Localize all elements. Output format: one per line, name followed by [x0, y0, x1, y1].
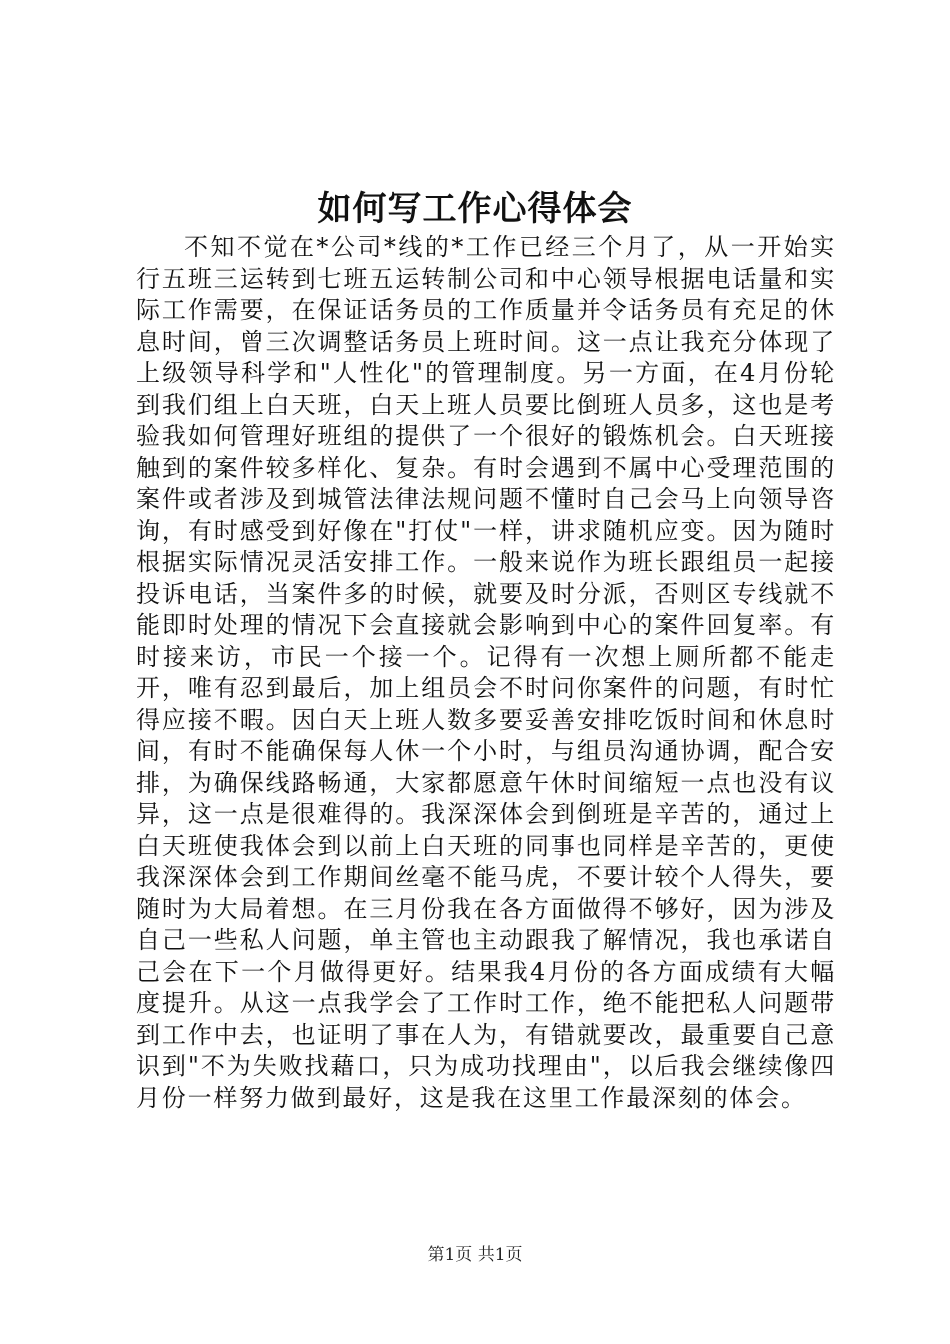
document-body-paragraph: 不知不觉在*公司*线的*工作已经三个月了，从一开始实行五班三运转到七班五运转制公司和中心领导根据电话量和实际工作需要，在保证话务员的工作质量并令话务员有充足的休息时间，曾三次调整话务员上班时间。这一点让我充分体现了上级领导科学和"人性化"的管理制度。另一方面，在4月份轮到我们组上白天班，白天上班人员要比倒班人员多，这也是考验我如何管理好班组的提供了一个很好的锻炼机会。白天班接触到的案件较多样化、复杂。有时会遇到不属中心受理范围的案件或者涉及到城管法律法规问题不懂时自己会马上向领导咨询，有时感受到好像在"打仗"一样，讲求随机应变。因为随时根据实际情况灵活安排工作。一般来说作为班长跟组员一起接投诉电话，当案件多的时候，就要及时分派，否则区专线就不能即时处理的情况下会直接就会影响到中心的案件回复率。有时接来访，市民一个接一个。记得有一次想上厕所都不能走开，唯有忍到最后，加上组员会不时问你案件的问题，有时忙得应接不暇。因白天上班人数多要妥善安排吃饭时间和休息时间，有时不能确保每人休一个小时，与组员沟通协调，配合安排，为确保线路畅通，大家都愿意午休时间缩短一点也没有议异，这一点是很难得的。我深深体会到倒班是辛苦的，通过上白天班使我体会到以前上白天班的同事也同样是辛苦的，更使我深深体会到工作期间丝毫不能马虎，不要计较个人得失，要随时为大局着想。在三月份我在各方面做得不够好，因为涉及自己一些私人问题，单主管也主动跟我了解情况，我也承诺自己会在下一个月做得更好。结果我4月份的各方面成绩有大幅度提升。从这一点我学会了工作时工作，绝不能把私人问题带到工作中去，也证明了事在人为，有错就要改，最重要自己意识到"不为失败找藉口，只为成功找理由"，以后我会继续像四月份一样努力做到最好，这是我在这里工作最深刻的体会。 [136, 233, 836, 1112]
document-title: 如何写工作心得体会 [317, 189, 633, 229]
page-number-footer: 第1页 共1页 [427, 1245, 523, 1265]
